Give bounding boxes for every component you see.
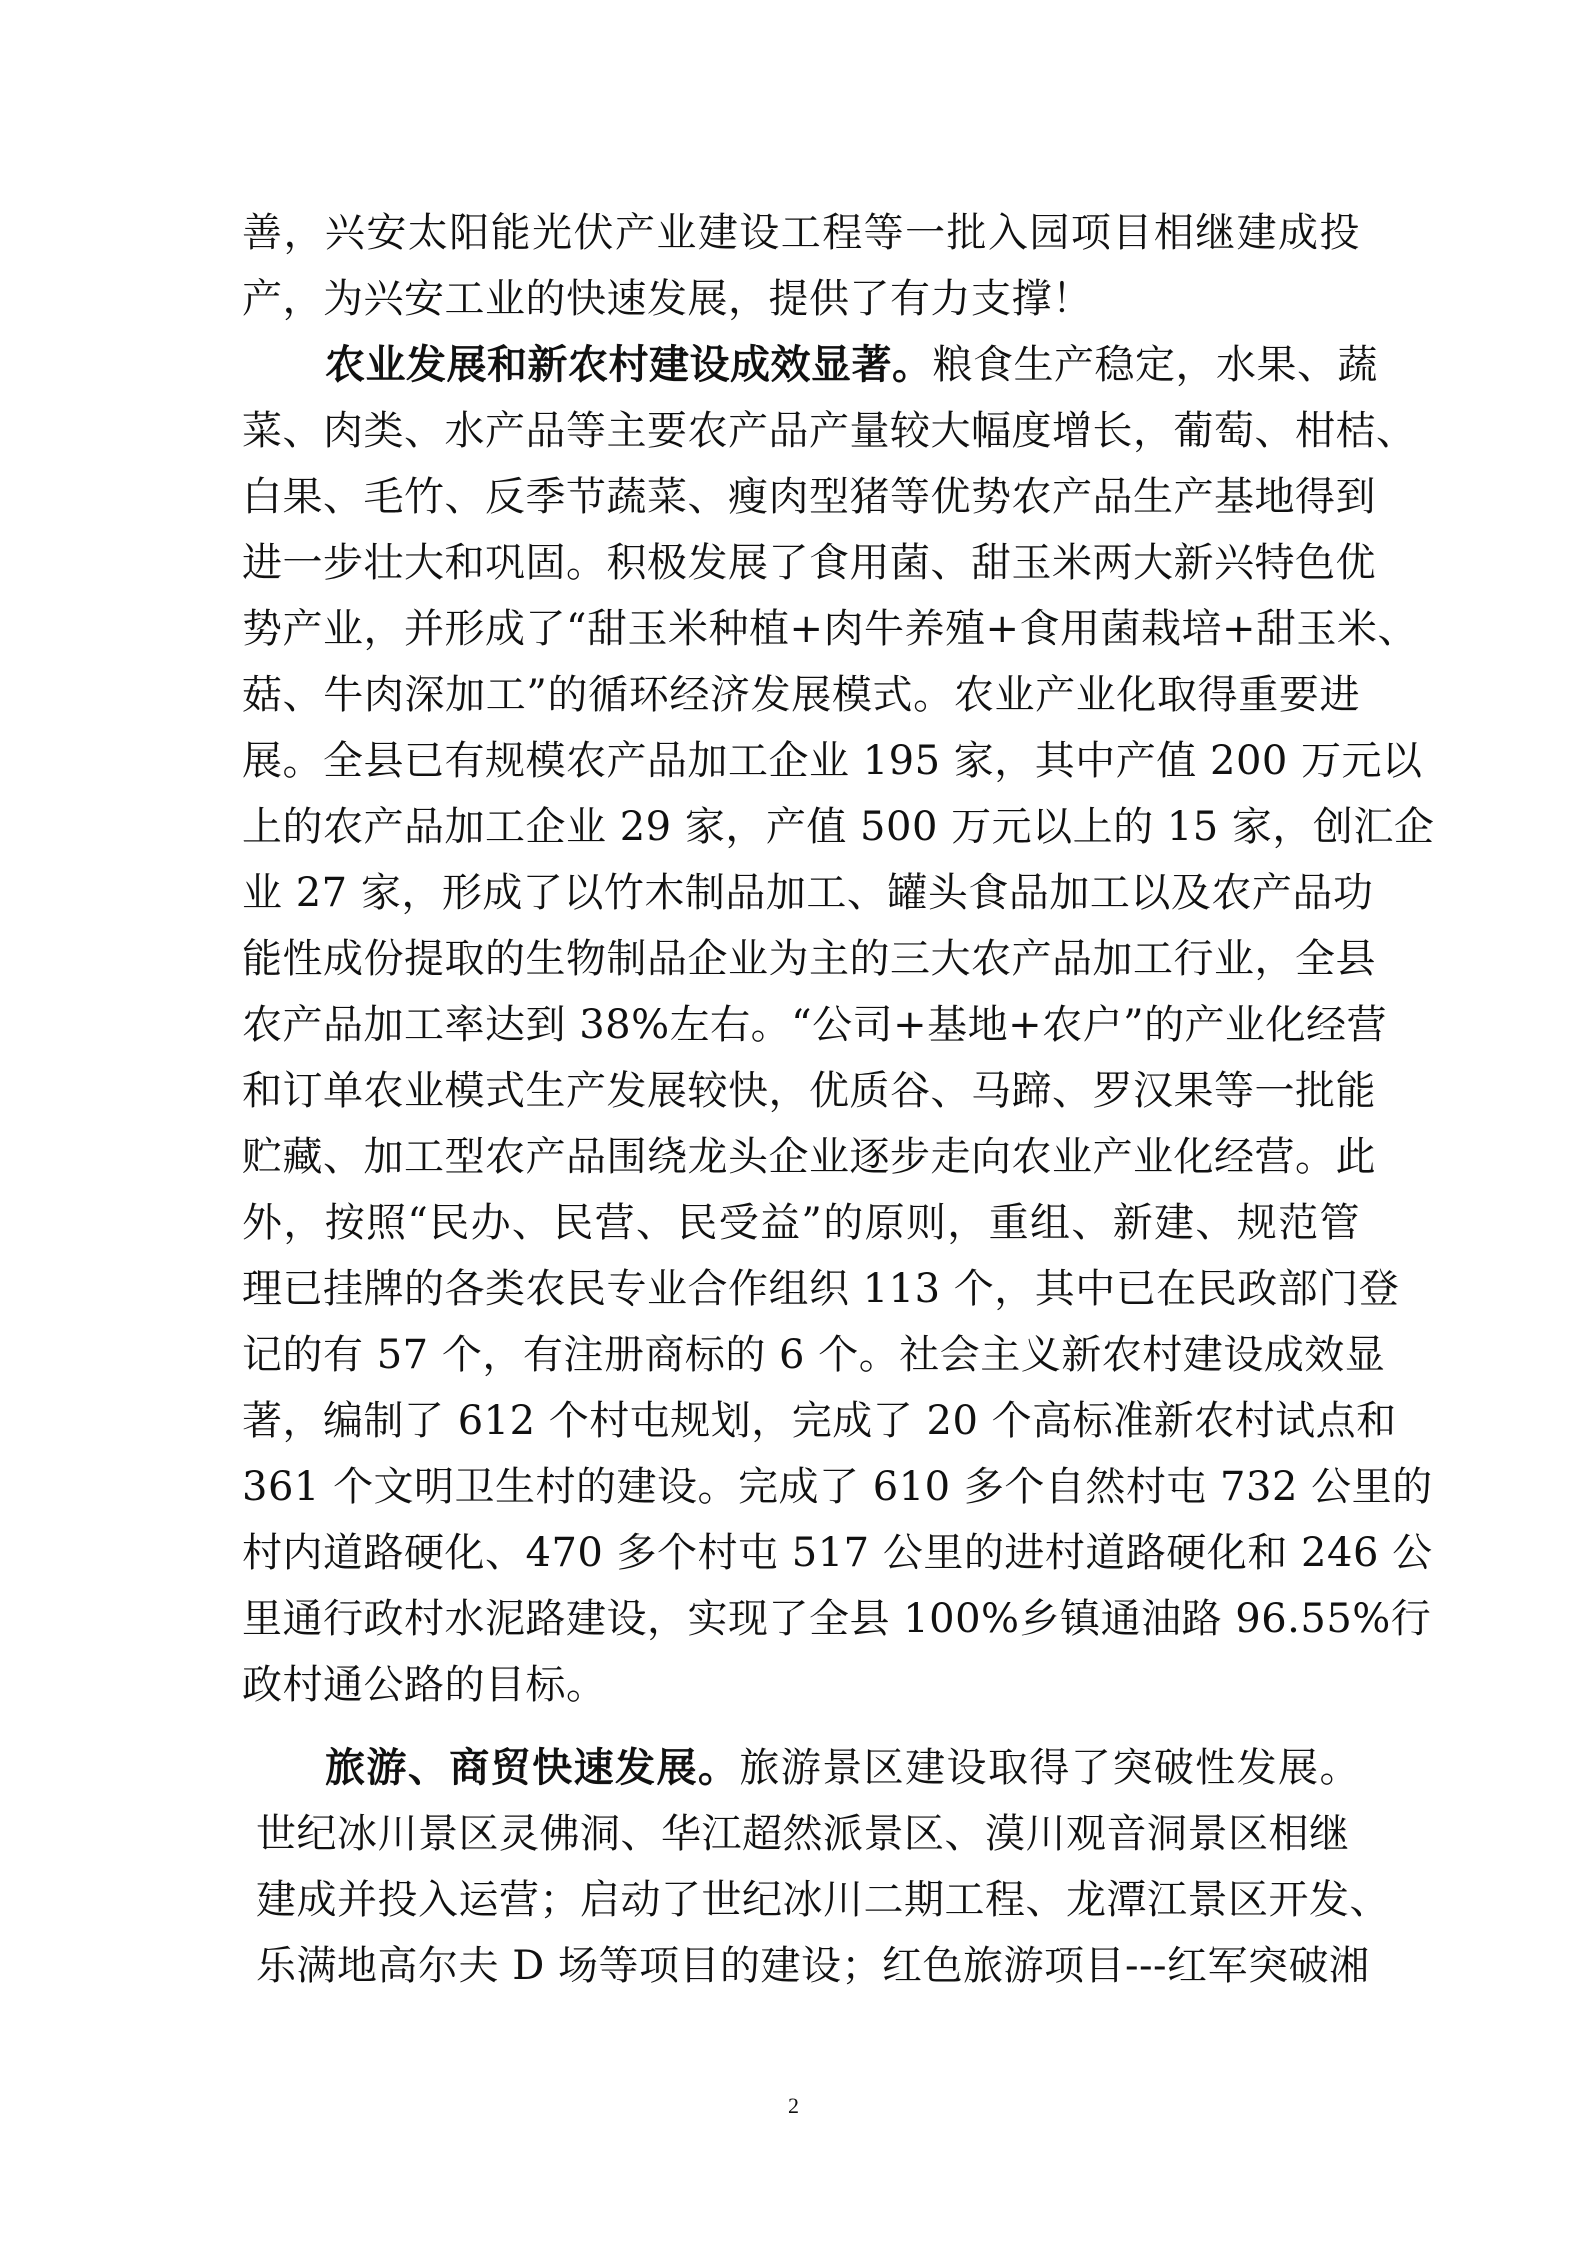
text-line: 贮藏、加工型农产品围绕龙头企业逐步走向农业产业化经营。此 xyxy=(242,1134,1376,1180)
text-line: 村内道路硬化、470 多个村屯 517 公里的进村道路硬化和 246 公 xyxy=(242,1530,1433,1576)
text-line: 善，兴安太阳能光伏产业建设工程等一批入园项目相继建成投 xyxy=(242,210,1360,256)
paragraph-heading: 农业发展和新农村建设成效显著。 xyxy=(325,341,933,388)
text-line: 361 个文明卫生村的建设。完成了 610 多个自然村屯 732 公里的 xyxy=(242,1464,1433,1510)
text-line: 产，为兴安工业的快速发展，提供了有力支撑！ xyxy=(242,276,1093,322)
text-line: 世纪冰川景区灵佛洞、华江超然派景区、漠川观音洞景区相继 xyxy=(256,1811,1350,1857)
text-line: 上的农产品加工企业 29 家，产值 500 万元以上的 15 家，创汇企 xyxy=(242,804,1435,850)
text-line: 著，编制了 612 个村屯规划，完成了 20 个高标准新农村试点和 xyxy=(242,1398,1397,1444)
text-line: 建成并投入运营；启动了世纪冰川二期工程、龙潭江景区开发、 xyxy=(256,1877,1390,1923)
text-line: 乐满地高尔夫 D 场等项目的建设；红色旅游项目---红军突破湘 xyxy=(256,1943,1370,1989)
paragraph-heading-line: 农业发展和新农村建设成效显著。粮食生产稳定，水果、蔬 xyxy=(325,341,1378,388)
text-line: 势产业，并形成了“甜玉米种植+肉牛养殖+食用菌栽培+甜玉米、 xyxy=(242,606,1418,652)
text-line: 记的有 57 个，有注册商标的 6 个。社会主义新农村建设成效显 xyxy=(242,1332,1386,1378)
paragraph-heading-line: 旅游、商贸快速发展。旅游景区建设取得了突破性发展。 xyxy=(325,1744,1360,1791)
paragraph-heading: 旅游、商贸快速发展。 xyxy=(325,1744,740,1791)
text-line: 理已挂牌的各类农民专业合作组织 113 个，其中已在民政部门登 xyxy=(242,1266,1400,1312)
text-line: 业 27 家，形成了以竹木制品加工、罐头食品加工以及农产品功 xyxy=(242,870,1374,916)
text-line: 能性成份提取的生物制品企业为主的三大农产品加工行业，全县 xyxy=(242,936,1376,982)
page-number: 2 xyxy=(788,2093,799,2118)
text-line: 农产品加工率达到 38%左右。“公司+基地+农户”的产业化经营 xyxy=(242,1002,1388,1048)
text-line: 菜、肉类、水产品等主要农产品产量较大幅度增长，葡萄、柑桔、 xyxy=(242,408,1417,454)
text-line: 进一步壮大和巩固。积极发展了食用菌、甜玉米两大新兴特色优 xyxy=(242,540,1376,586)
text-line: 政村通公路的目标。 xyxy=(242,1662,607,1708)
text-line: 里通行政村水泥路建设，实现了全县 100%乡镇通油路 96.55%行 xyxy=(242,1596,1432,1642)
text-line: 展。全县已有规模农产品加工企业 195 家，其中产值 200 万元以 xyxy=(242,738,1423,784)
text-line: 白果、毛竹、反季节蔬菜、瘦肉型猪等优势农产品生产基地得到 xyxy=(242,474,1376,520)
text-line: 菇、牛肉深加工”的循环经济发展模式。农业产业化取得重要进 xyxy=(242,672,1360,718)
text-line: 和订单农业模式生产发展较快，优质谷、马蹄、罗汉果等一批能 xyxy=(242,1068,1376,1114)
text-line: 外，按照“民办、民营、民受益”的原则，重组、新建、规范管 xyxy=(242,1200,1360,1246)
